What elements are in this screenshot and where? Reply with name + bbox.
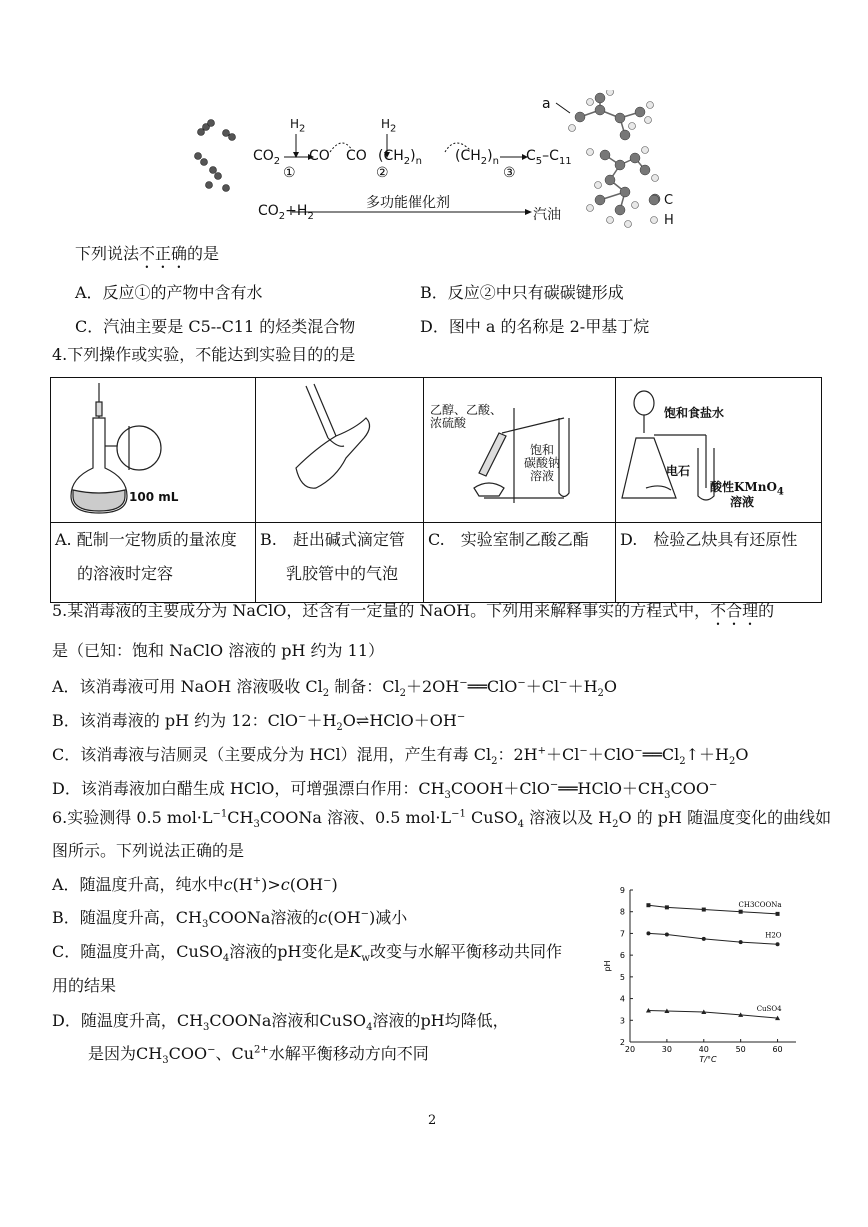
q5-option-b: B．该消毒液的 pH 约为 12：$ClO^-+H_2O\rightleftharpoons HClO+OH^-$	[52, 711, 466, 734]
q4-image-a-cell	[51, 378, 256, 523]
ph-temperature-chart	[596, 880, 816, 1065]
legend-h-label: H	[664, 213, 674, 228]
q3-option-d: D．图中 a 的名称是 2-甲基丁烷	[420, 317, 650, 336]
scheme-overall-left: $CO_2+H_2$	[258, 203, 314, 222]
q3-option-b: B．反应②中只有碳碳键形成	[420, 283, 624, 302]
page-number: 2	[428, 1113, 437, 1128]
q5-option-c: C．该消毒液与洁厕灵（主要成分为 HCl）混用，产生有毒 $Cl_2$：$2H^++Cl^-+ClO^-══Cl_2↑+H_2O$	[52, 745, 749, 768]
q6-option-c-line1: C．随温度升高，CuSO$_4$溶液的pH变化是$K_w$改变与水解平衡移动共同作	[52, 942, 562, 965]
series-label: CH3COONa	[738, 900, 782, 909]
q4-caption-c: C. 实验室制乙酸乙酯	[424, 523, 616, 603]
q4-image-b-cell	[256, 378, 424, 523]
q5-option-a: A．该消毒液可用 NaOH 溶液吸收 $Cl_2$ 制备：$Cl_2+2OH^-══ClO^-+Cl^-+H_2O$	[52, 677, 618, 700]
q6-option-c-line2: 用的结果	[52, 976, 117, 995]
scheme-co-2: CO	[346, 148, 367, 164]
q4-image-d-label-carbide: 电石	[666, 464, 691, 478]
q6-option-d-line1: D．随温度升高，$CH_3COONa$溶液和CuSO$_4$溶液的pH均降低，	[52, 1011, 509, 1034]
q4-stem: 4.下列操作或实验，不能达到实验目的的是	[52, 345, 356, 364]
scheme-catalyst: 多功能催化剂	[366, 195, 450, 211]
x-tick-label: 60	[772, 1045, 783, 1054]
x-tick-label: 20	[624, 1045, 636, 1054]
q3-stem: 下列说法不正确的是	[75, 244, 220, 263]
scheme-h2-1: $H_2$	[290, 117, 306, 135]
x-tick-label: 40	[698, 1045, 709, 1054]
series-label: CuSO4	[756, 1005, 782, 1014]
scheme-ch2n-2: $(CH_2)_n$	[455, 148, 499, 167]
data-point	[702, 937, 706, 941]
scheme-h2-2: $H_2$	[381, 117, 397, 135]
data-point	[665, 933, 669, 937]
q4-caption-a: A. 配制一定物质的量浓度 的溶液时定容	[51, 523, 256, 603]
q4-caption-d: D. 检验乙炔具有还原性	[616, 523, 822, 603]
acetylene-apparatus-image	[616, 378, 821, 518]
data-point	[646, 903, 650, 907]
q4-image-d-label-solution: 溶液	[730, 495, 755, 509]
scheme-product: $C_5-C_{11}$	[526, 148, 572, 167]
legend-c-label: C	[664, 193, 674, 208]
scheme-step-3: ③	[503, 165, 516, 181]
scheme-ch2n-1: $(CH_2)_n$	[378, 148, 422, 167]
q4-image-c-label-reagents: 乙醇、乙酸、 浓硫酸	[430, 403, 503, 430]
q4-image-d-label-brine: 饱和食盐水	[664, 406, 725, 420]
y-tick-label: 5	[619, 972, 625, 982]
burette-hand-image	[256, 378, 423, 518]
q4-image-c-cell	[424, 378, 616, 523]
y-tick-label: 9	[619, 886, 625, 895]
y-tick-label: 6	[619, 951, 625, 961]
scheme-step-1: ①	[283, 165, 296, 181]
y-tick-label: 4	[619, 994, 625, 1004]
ester-apparatus-image	[424, 378, 615, 518]
q4-image-d-cell	[616, 378, 822, 523]
data-point	[739, 910, 743, 914]
q4-caption-b: B. 赶出碱式滴定管 乳胶管中的气泡	[256, 523, 424, 603]
x-axis-label: T/°C	[699, 1055, 717, 1064]
y-tick-label: 8	[619, 907, 625, 917]
q6-option-d-line2: 是因为$CH_3COO^-$、$Cu^{2+}$水解平衡移动方向不同	[88, 1044, 429, 1067]
x-tick-label: 50	[735, 1045, 746, 1054]
q6-stem-line2: 图所示。下列说法正确的是	[52, 841, 245, 860]
y-axis-label: pH	[603, 960, 612, 972]
q3-option-c: C．汽油主要是 C5--C11 的烃类混合物	[75, 317, 356, 336]
data-point	[702, 908, 706, 912]
scheme-co2: $CO_2$	[253, 148, 281, 167]
q4-image-c-label-receiver: 饱和 碳酸钠 溶液	[524, 443, 561, 483]
legend-hydrogen-icon	[651, 217, 658, 224]
y-tick-label: 3	[619, 1016, 625, 1026]
data-point	[646, 931, 650, 935]
q5-stem-line1: 5.某消毒液的主要成分为 NaClO，还含有一定量的 NaOH。下列用来解释事实的方程式中，不合理的	[52, 601, 775, 620]
scheme-co-1: CO	[309, 148, 330, 164]
series-label: H2O	[765, 931, 782, 940]
y-tick-label: 2	[619, 1038, 625, 1047]
q5-stem-line2: 是（已知：饱和 NaClO 溶液的 pH 约为 11）	[52, 641, 385, 660]
y-tick-label: 7	[619, 929, 625, 939]
data-point	[776, 942, 780, 946]
q4-image-d-label-kmno4: 酸性KMnO$_4$	[710, 480, 784, 498]
x-tick-label: 30	[661, 1045, 672, 1054]
q6-option-a: A．随温度升高，纯水中c(H+)>c(OH−)	[52, 875, 338, 894]
data-point	[665, 905, 669, 909]
q6-option-b: B．随温度升高，$CH_3COONa$溶液的c(OH−)减小	[52, 908, 408, 931]
q6-stem-line1: 6.实验测得 0.5 $mol\cdot L^{-1}CH_3COONa$ 溶液、0.5 $mol\cdot L^{-1}$ CuSO$_4$ 溶液以及 $H_2O$ 的 pH 随温度变化的曲线如	[52, 808, 832, 831]
scheme-label-a: a	[542, 96, 551, 112]
q3-option-a: A．反应①的产物中含有水	[75, 283, 263, 302]
legend-carbon-icon	[649, 195, 659, 205]
q4-experiment-table	[50, 377, 822, 603]
scheme-step-2: ②	[376, 165, 389, 181]
data-point	[739, 940, 743, 944]
data-point	[776, 912, 780, 916]
q5-option-d: D．该消毒液加白醋生成 HClO，可增强漂白作用：$CH_3COOH+ClO^-══HClO+CH_3COO^-$	[52, 779, 718, 802]
q4-image-a-label: 100 mL	[129, 490, 179, 504]
scheme-overall-right: 汽油	[533, 207, 561, 223]
